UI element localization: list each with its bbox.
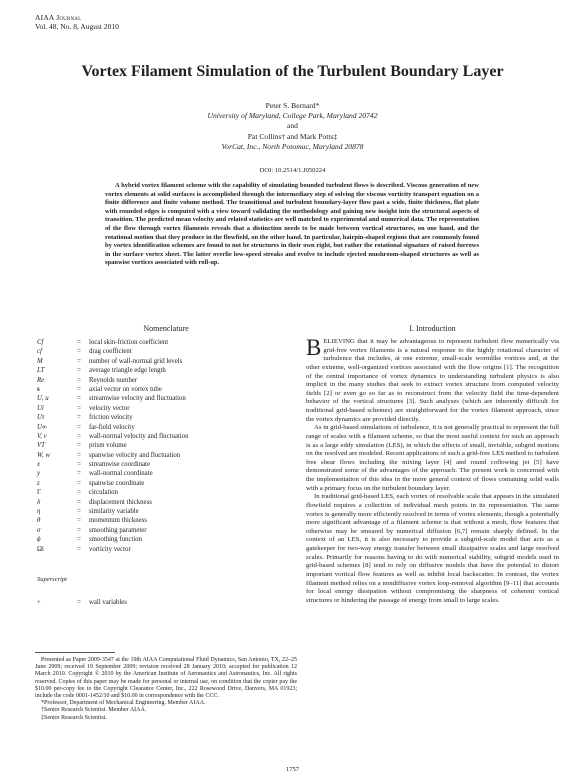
nomenclature-symbol: + <box>37 599 41 606</box>
nomenclature-row <box>37 423 295 432</box>
nomenclature-definition: drag coefficient <box>89 348 132 356</box>
nomenclature-symbol: ϕ <box>37 536 41 544</box>
footnote-author-2: †Senior Research Scientist. Member AIAA. <box>41 707 147 714</box>
journal-header <box>35 13 119 31</box>
nomenclature-equals: = <box>77 385 81 393</box>
nomenclature-equals: = <box>77 526 81 534</box>
nomenclature-row <box>37 526 295 535</box>
nomenclature-table <box>37 338 295 554</box>
nomenclature-equals: = <box>77 348 81 356</box>
nomenclature-row <box>37 366 295 375</box>
nomenclature-row <box>37 545 295 554</box>
nomenclature-row <box>37 516 295 525</box>
nomenclature-definition: velocity vector <box>89 404 130 412</box>
nomenclature-symbol: z <box>37 479 40 487</box>
nomenclature-symbol: Re <box>37 376 45 384</box>
nomenclature-symbol: V, v <box>37 432 47 440</box>
nomenclature-definition: streamwise velocity and fluctuation <box>89 395 186 403</box>
nomenclature-definition: streamwise coordinate <box>89 461 150 469</box>
nomenclature-row <box>37 404 295 413</box>
nomenclature-row <box>37 479 295 488</box>
nomenclature-symbol: M <box>37 357 43 365</box>
nomenclature-row <box>37 507 295 516</box>
nomenclature-symbol: U∞ <box>37 423 47 431</box>
page-number: 1757 <box>285 766 300 773</box>
nomenclature-definition: Reynolds number <box>89 376 138 384</box>
nomenclature-symbol: Ui <box>37 404 44 412</box>
nomenclature-equals: = <box>77 536 81 544</box>
nomenclature-definition: friction velocity <box>89 414 133 422</box>
nomenclature-definition: smoothing parameter <box>89 526 147 534</box>
nomenclature-row <box>37 376 295 385</box>
nomenclature-row <box>37 338 295 347</box>
nomenclature-definition: far-field velocity <box>89 423 135 431</box>
introduction-body <box>306 335 559 605</box>
nomenclature-equals: = <box>77 423 81 431</box>
journal-issue: Vol. 48, No. 8, August 2010 <box>35 22 119 31</box>
nomenclature-row <box>37 441 295 450</box>
nomenclature-symbol: Uτ <box>37 414 45 422</box>
nomenclature-symbol: θ <box>37 517 41 525</box>
nomenclature-equals: = <box>77 489 81 497</box>
nomenclature-symbol: cf <box>37 348 42 356</box>
nomenclature-symbol: s <box>37 385 40 393</box>
nomenclature-equals: = <box>77 470 81 478</box>
nomenclature-row <box>37 347 295 356</box>
footnote-author-3: ‡Senior Research Scientist. <box>41 714 107 721</box>
nomenclature-equals: = <box>77 599 81 606</box>
intro-paragraph-1-text: ELIEVING that it may be advantageous to represent turbulent flow numerically via grid-free vortex filaments is a natural response to the highly rotational character of turbulence that includes, at one extreme, small-scale wormlike vortices and, at the other extreme, well-organized vortices associated with the flow origins [1]. The recognition of the central importance of vortex dynamics to understanding turbulent physics is also implicit in the many studies that seek to extract vortex structure from computed velocity fields [2] or even go so far as to reconstruct from the velocity field the time-dependent behavior of the vortical structures [3]. Such analyses (which are inherently difficult for traditional grid-based schemes) are straightforward for the vortex filament approach, since the vortex dynamics are provided directly. <box>306 338 559 423</box>
nomenclature-definition: average triangle edge length <box>89 367 166 375</box>
nomenclature-definition: local skin-friction coefficient <box>89 339 169 346</box>
affiliation-1: University of Maryland, College Park, Maryland 20742 <box>207 111 378 121</box>
author-conjunction: and <box>287 121 298 131</box>
nomenclature-symbol: W, w <box>37 451 50 459</box>
nomenclature-row <box>37 451 295 460</box>
nomenclature-equals: = <box>77 508 81 516</box>
nomenclature-row <box>37 535 295 544</box>
nomenclature-row <box>37 488 295 497</box>
intro-paragraph-3: In traditional grid-based LES, each vortex of resolvable scale that appears in the simulated flowfield requires a collection of individual mesh points in its representation. The same vortex is generally more efficiently resolved in terms of vortex elements, though a potentially more significant advantage of a filament scheme is that without a mesh, flow features that otherwise may be smeared by numerical diffusion [6,7] remain sharply defined. In the context of an LES, it is also necessary to provide a subgrid-scale model that acts as a gatekeeper for two-way energy transfer between small dissipative scales and large resolved scales. Primarily for reasons having to do with numerical stability, subgrid models used in grid-based schemes [8] tend to rely on diffusive models that have the potential to distort important vortical flow features as well as inhibit local backscatter. In contrast, the vortex filament method relies on a nondiffusive vortex loop-removal algorithm [9–11] that accounts for local energy dissipation without compromising the sharpness of coherent vortical structures or hindering the passage of energy from small to large scales. <box>306 493 559 604</box>
nomenclature-definition: prism volume <box>89 442 127 450</box>
nomenclature-definition: number of wall-normal grid levels <box>89 357 183 365</box>
nomenclature-equals: = <box>77 339 81 346</box>
nomenclature-heading: Nomenclature <box>143 324 189 333</box>
nomenclature-definition: displacement thickness <box>89 498 152 506</box>
superscript-row <box>37 598 295 607</box>
nomenclature-definition: circulation <box>89 489 119 497</box>
nomenclature-definition: spanwise velocity and fluctuation <box>89 451 181 459</box>
nomenclature-symbol: Cf <box>37 339 44 346</box>
nomenclature-definition: wall-normal velocity and fluctuation <box>89 432 189 440</box>
nomenclature-equals: = <box>77 479 81 487</box>
nomenclature-definition: smoothing function <box>89 536 143 544</box>
nomenclature-row <box>37 598 295 607</box>
nomenclature-row <box>37 498 295 507</box>
superscript-heading: Superscript <box>37 576 67 583</box>
nomenclature-equals: = <box>77 442 81 450</box>
nomenclature-equals: = <box>77 357 81 365</box>
footnote-presented: Presented as Paper 2009-3547 at the 19th AIAA Computational Fluid Dynamics, San Antonio, TX, 22–25 June 2009; received 19 September 2009; revision received 28 January 2010; accepted for publication 12 March 2010. Copyright © 2010 by the American Institute of Aeronautics and Astronautics, Inc. All rights reserved. Copies of this paper may be made for personal or internal use, on condition that the copier pay the $10.00 per-copy fee to the Copyright Clearance Center, Inc., 222 Rosewood Drive, Danvers, MA 01923; include the code 0001-1452/10 and $10.00 in correspondence with the CCC. <box>35 657 297 700</box>
nomenclature-definition: wall variables <box>89 599 127 606</box>
nomenclature-equals: = <box>77 404 81 412</box>
doi: DOI: 10.2514/1.J050224 <box>259 167 326 174</box>
author-block <box>0 101 585 152</box>
nomenclature-symbol: δ <box>37 498 41 506</box>
nomenclature-equals: = <box>77 395 81 403</box>
nomenclature-symbol: Ωi <box>37 545 44 553</box>
introduction-heading: I. Introduction <box>409 324 456 333</box>
nomenclature-definition: wall-normal coordinate <box>89 470 153 478</box>
nomenclature-symbol: Γ <box>37 489 41 497</box>
nomenclature-row <box>37 394 295 403</box>
nomenclature-equals: = <box>77 517 81 525</box>
nomenclature-equals: = <box>77 451 81 459</box>
nomenclature-row <box>37 357 295 366</box>
author-2: Pat Collins† and Mark Potts‡ <box>247 131 338 141</box>
nomenclature-equals: = <box>77 414 81 422</box>
footnote-author-1: *Professor, Department of Mechanical Engineering. Member AIAA. <box>41 700 206 707</box>
nomenclature-definition: axial vector on vortex tube <box>89 385 162 393</box>
author-1: Peter S. Bernard* <box>265 101 320 110</box>
nomenclature-equals: = <box>77 432 81 440</box>
nomenclature-row <box>37 460 295 469</box>
nomenclature-row <box>37 413 295 422</box>
nomenclature-symbol: VT <box>37 442 45 450</box>
nomenclature-symbol: σ <box>37 526 41 534</box>
nomenclature-symbol: x <box>37 461 41 469</box>
footnote-divider <box>35 652 115 653</box>
abstract: A hybrid vortex filament scheme with the capability of simulating bounded turbulent flows is described. Viscous generation of new vortex elements at solid surfaces is accomplished through the intermediary step of solving the viscous vorticity transport equation on a finite difference and finite volume method. The transitional and turbulent boundary-layer flow past a wide, finite thickness, flat plate with rounded edges is computed with a view toward validating the methodology and gaining new insight into the structural aspects of transition. The predicted mean velocity and related statistics are well matched to experimental and numerical data. The representation of the flow through vortex filaments reveals that a distinction needs to be made between vortical structures, on one hand, and the rotational motion that they produce in the flowfield, on the other hand. In particular, hairpin-shaped regions that are commonly found by vortex identification schemes are found to not be structures in their own right, but rather the rotational signature of raised furrows in the surface vortex sheet. The latter overlie low-speed streaks and evolve to include ejected mushroom-shaped structures as well as spanwise vortices associated with roll-up. <box>105 182 479 267</box>
nomenclature-symbol: η <box>37 508 41 516</box>
intro-paragraph-2: As in grid-based simulations of turbulence, it is not generally practical to represent the full range of scales with a filament scheme, so that the most useful context for such an approach is as a large eddy simulation (LES), in which the effects of small, invisible, subgrid motions on the resolved are modeled. Recent applications of such a grid-free LES method to turbulent free shear flows including the mixing layer [4] and round coflowing jet [5] have demonstrated some of the advantages of the approach. The present work is concerned with the implementation of this idea in the more general context of flows containing solid walls with a primary focus on the turbulent boundary layer. <box>306 424 559 492</box>
nomenclature-equals: = <box>77 367 81 375</box>
nomenclature-definition: vorticity vector <box>89 545 131 553</box>
nomenclature-row <box>37 385 295 394</box>
nomenclature-equals: = <box>77 498 81 506</box>
nomenclature-row <box>37 469 295 478</box>
nomenclature-equals: = <box>77 461 81 469</box>
nomenclature-symbol: y <box>37 470 41 478</box>
nomenclature-symbol: LT <box>37 367 45 375</box>
nomenclature-equals: = <box>77 376 81 384</box>
affiliation-2: VorCat, Inc., North Potomac, Maryland 20878 <box>221 141 364 151</box>
footnotes <box>35 657 297 722</box>
journal-name: AIAA Journal <box>35 13 82 22</box>
drop-cap: B <box>306 335 322 360</box>
intro-paragraph-1 <box>306 335 559 424</box>
nomenclature-definition: momentum thickness <box>89 517 147 525</box>
nomenclature-symbol: U, u <box>37 395 49 403</box>
paper-title: Vortex Filament Simulation of the Turbulent Boundary Layer <box>81 63 504 80</box>
nomenclature-definition: spanwise coordinate <box>89 479 145 487</box>
nomenclature-definition: similarity variable <box>89 508 139 516</box>
nomenclature-row <box>37 432 295 441</box>
nomenclature-equals: = <box>77 545 81 553</box>
